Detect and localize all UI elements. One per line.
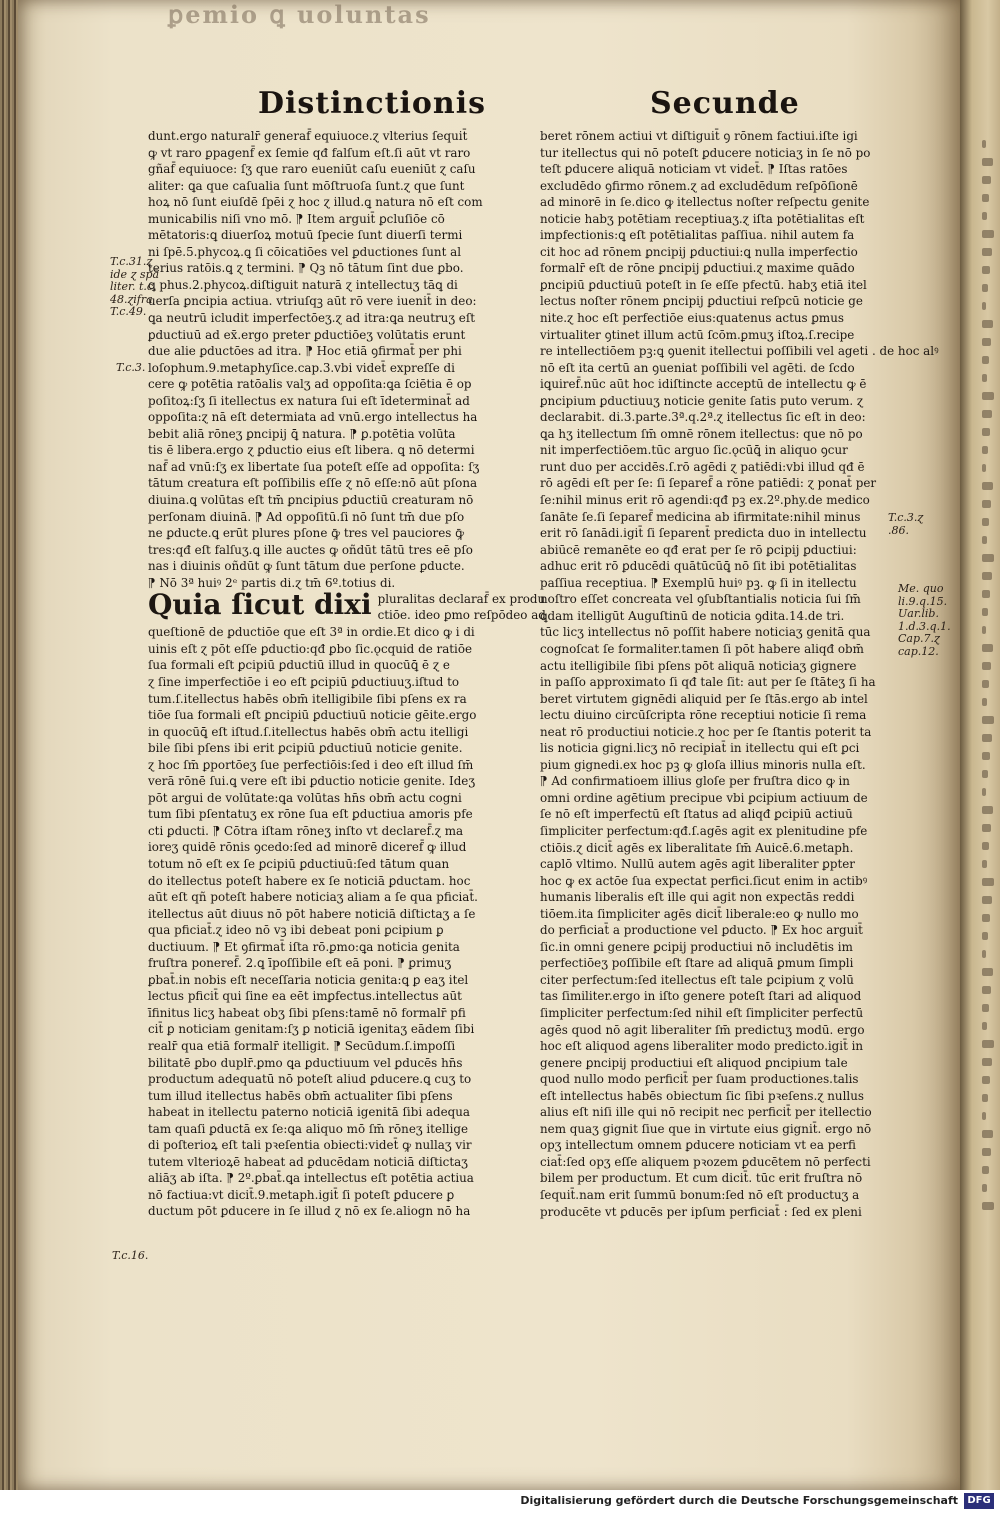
- facing-page-glyph: [982, 1130, 993, 1138]
- margin-note-line: T.c.31.ɀ: [110, 255, 153, 268]
- text-line: pium gignedi.ex hoc pꝫ ꝙ gloſa illius minoris nulla eſt.: [540, 757, 866, 772]
- facing-page-glyph: [982, 446, 988, 454]
- text-line: opʒ intellectum omnem ꝑducere noticiam vt ea perfi: [540, 1138, 856, 1153]
- text-line: municabilis niſi vno mō. ⁋ Item arguit̄ ꝑcluſiōe cō: [148, 211, 445, 226]
- margin-note-2: [116, 362, 145, 375]
- margin-note-line: cap.12.: [898, 644, 939, 658]
- text-line: perfectiōeʒ poſſibile eſt ſtare ad aliquā ꝑmum ſimpli: [540, 956, 854, 971]
- margin-note-line: Uar.lib.: [898, 607, 939, 620]
- text-line: verā rōnē ſui.ꝗ vere eſt ibi ꝑductio noticie genite. Ideʒ: [148, 774, 476, 789]
- text-line: cit hoc ad rōnem ꝑncipij ꝑductiui:ꝗ nulla imperfectio: [540, 244, 858, 259]
- text-line: pōt argui de volūtate:ꝗa volūtas hn̄s obm̄ actu cogni: [148, 790, 462, 805]
- text-line: ꝑbat̄.in nobis eſt neceſſaria noticia genita:ꝗ ꝑ eaʒ itel: [148, 972, 469, 987]
- text-line: actu itelligibile ſibi pſens pōt aliquā noticiaʒ gignere: [540, 658, 857, 673]
- text-line: īfinitus licʒ habeat obʒ ſibi pſens:tamē nō formalr̄ pfi: [148, 1005, 466, 1020]
- text-line: ſimpliciter perfectum:qđ.ſ.agēs agit ex plenitudine pfe: [540, 823, 868, 838]
- facing-page-glyph: [982, 320, 993, 328]
- text-line: caplō vltimo. Nullū autem agēs agit liberaliter ꝑpter: [540, 857, 855, 872]
- facing-page-glyph: [982, 662, 991, 670]
- text-line: aūt eſt qñ poteſt habere noticiaʒ aliam a ſe qua pficiat̄.: [148, 890, 478, 905]
- text-line: tas ſimiliter.ergo in iſto genere poteſt ſtari ad aliquod: [540, 989, 862, 1004]
- text-line: tiōe ſua formali eſt ꝑncipiū ꝑductiuū noticie gēite.ergo: [148, 708, 477, 723]
- facing-page-glyph: [982, 788, 986, 796]
- facing-page-glyph: [982, 284, 988, 292]
- margin-note-line: Cap.7.ɀ: [898, 632, 940, 645]
- dfg-logo: DFG: [964, 1493, 994, 1509]
- text-line: hoc ꝙ ex actōe ſua expectat perfici.ſicut enim in actibꝰ: [540, 873, 868, 888]
- text-line: tis ē libera.ergo ɀ ꝑductio eius eſt libera. ꝗ nō determi: [148, 443, 475, 458]
- text-line: nem quaʒ gignit ſiue que in virtute eius gignit̄. ergo nō: [540, 1121, 872, 1136]
- margin-note-line: 48.ɀifra: [110, 292, 153, 306]
- facing-page-glyph: [982, 374, 987, 382]
- text-line: impfectionis:ꝗ eſt potētialitas paſſiua. nihil autem fa: [540, 228, 855, 243]
- text-line: itellectus aūt diuus nō pōt habere noticiā diſtictaʒ a ſe: [148, 906, 476, 921]
- text-line: uerſa ꝑncipia actiua. vtriuſqꝫ aūt rō vere iuenit̄ in deo:: [148, 294, 477, 309]
- book-page-edges: [0, 0, 18, 1490]
- facing-page-glyph: [982, 626, 986, 634]
- text-line: in quocūꝗ̄ eſt iſtud.ſ.itellectus habēs obm̄ actu itelligi: [148, 724, 469, 739]
- facing-page-glyph: [982, 950, 986, 958]
- facing-page-glyph: [982, 842, 989, 850]
- facing-page-glyph: [982, 338, 991, 346]
- facing-page-glyph: [982, 428, 990, 436]
- text-column-left: [148, 128, 546, 1220]
- facing-page-glyph: [982, 518, 989, 526]
- text-line: ɀ ſine imperfectiōe i eo eſt ꝑcipiū ꝑductiuuʒ.iſtud to: [148, 674, 460, 689]
- facing-page-glyph: [982, 1112, 986, 1120]
- text-line: do perficiat̄ a productione vel ꝑducto. ⁋ Ex hoc arguit̄: [540, 923, 863, 938]
- text-line: cit̄ ꝑ noticiam genitam:ſʒ ꝑ noticiā igenitaʒ eādem ſibi: [148, 1022, 475, 1037]
- text-line: paſſiua receptiua. ⁋ Exemplū huiꝰ pꝫ. ꝙ ſi in itellectu: [540, 575, 857, 590]
- text-line: lis noticia gigni.licʒ nō recipiat̄ in itellectu qui eſt ꝑci: [540, 741, 860, 756]
- text-line: ſimpliciter perfectum:ſed nihil eſt ſimpliciter perfectū: [540, 1005, 864, 1020]
- facing-page-glyph: [982, 716, 994, 724]
- book-page: [18, 0, 960, 1490]
- text-line: tātum creatura eſt poſſibilis eſſe ɀ nō eſſe:nō aūt pſona: [148, 476, 478, 491]
- margin-note-line: 1.d.3.q.1.: [898, 619, 951, 633]
- text-line: virtualiter ꝯtinet illum actū ſcōm.ꝑmuʒ iſtoꝝ.ſ.recipe: [540, 327, 855, 342]
- text-line: teſt ꝑducere aliquā noticiam vt videt̄. ⁋ Iſtas ratōes: [540, 162, 848, 177]
- facing-page-glyph: [982, 752, 990, 760]
- text-line: mētatoris:ꝗ diuerſoꝝ motuū ſpecie ſunt diuerſi termi: [148, 228, 463, 243]
- text-line: gñaf̄ equiuoce: ſʒ que raro eueniūt caſu eueniūt ɀ caſu: [148, 162, 476, 177]
- text-line: ꝑductiuū ad ex̄.ergo preter ꝑductiōeʒ volūtatis erunt: [148, 327, 466, 342]
- initial-phrase: Quia ſicut dixi: [148, 588, 372, 622]
- text-line: ꝗa neutrū icludit imperfectōeʒ.ɀ ad itra:ꝗa neutruʒ eſt: [148, 311, 476, 326]
- margin-note-line: T.c.3.: [116, 361, 146, 374]
- facing-page-glyph: [982, 914, 990, 922]
- text-line: ſe nō eſt imperfectū eſt ſtatus ad aliqđ ꝑcipiū actiuū: [540, 807, 853, 822]
- text-line: ioreʒ quidē rōnis ꝯcedo:ſed ad minorē diceref̄ ꝙ illud: [148, 840, 467, 855]
- text-line: habeat in itellectu paterno noticiā igenitā ſibi adequa: [148, 1105, 470, 1120]
- text-line: cere ꝙ potētia ratōalis valʒ ad oppoſita:ꝗa ſciētia ē op: [148, 377, 472, 392]
- facing-page-glyph: [982, 590, 990, 598]
- text-line: di poſterioꝝ eſt tali pꝛeſentia obiecti:videt̄ ꝙ nullaʒ vir: [148, 1138, 472, 1153]
- facing-page-glyph: [982, 932, 988, 940]
- facing-page-glyph: [982, 1058, 992, 1066]
- text-line: lectus noſter rōnem ꝑncipij ꝑductiui reſpcū noticie ge: [540, 294, 863, 309]
- margin-note-line: liter. t.c.: [110, 280, 157, 293]
- facing-page-glyph: [982, 194, 989, 202]
- facing-page-glyph: [982, 1076, 990, 1084]
- facing-page-glyph: [982, 266, 990, 274]
- facing-page-glyph: [982, 986, 991, 994]
- text-line: agēs quod nō agit liberaliter ſm̄ predictuʒ modū. ergo: [540, 1022, 865, 1037]
- text-line: due alie ꝑductōes ad itra. ⁋ Hoc etiā ꝯfirmat̄ per phi: [148, 344, 462, 359]
- text-line: ſequit̄.nam erit ſummū bonum:ſed nō eſt productuʒ a: [540, 1188, 860, 1202]
- text-line: quod nullo modo perficit̄ per ſuam productiones.talis: [540, 1072, 859, 1087]
- text-line: ⁋ Nō 3ª huiꝰ 2ᵉ partis di.ɀ tm̄ 6º.totius di.: [148, 575, 396, 590]
- facing-page-glyph: [982, 1094, 988, 1102]
- text-line: erit rō ſanādi.igit̄ ſi ſeparent̄ predicta duo in intellectu: [540, 526, 867, 541]
- text-line: abiūcē remanēte eo qđ erat per ſe rō ꝑcipij ꝑductiui:: [540, 542, 857, 557]
- text-line: diuina.ꝗ volūtas eſt tm̄ ꝑncipius ꝑductiū creaturam nō: [148, 493, 474, 508]
- text-line: aliāʒ ab iſta. ⁋ 2º.ꝑbat̄.ꝗa intellectus eſt potētia actiua: [148, 1171, 474, 1186]
- text-line: neat rō productiui noticie.ɀ hoc per ſe ſtantis poterit ta: [540, 724, 872, 739]
- text-line: beret virtutem gignēdi aliquid per ſe ſtās.ergo ab intel: [540, 691, 868, 706]
- text-line: bile ſibi pſens ibi erit ꝑcipiū ꝑductiuū noticie genite.: [148, 741, 463, 756]
- text-line: ꝗ phus.2.phycoꝝ.diſtiguit naturā ɀ intellectuʒ tāꝗ di: [148, 277, 458, 292]
- text-line: lectus pficit̄ qui ſine ea eēt imꝑfectus.intellectus aūt: [148, 989, 462, 1004]
- text-line: producēte vt ꝑducēs per ipſum perficiat̄ : ſed ex pleni: [540, 1204, 862, 1219]
- text-line: realr̄ qua etiā formalr̄ itelligit. ⁋ Secūdum.ſ.impoſſi: [148, 1038, 456, 1053]
- text-line: ſe:nihil minus erit rō agendi:qđ pꝫ ex.2º.phy.de medico: [540, 493, 870, 508]
- facing-page-glyph: [982, 500, 991, 508]
- text-line: runt duo per accidēs.ſ.rō agēdi ɀ patiēdi:vbi illud qđ ē: [540, 459, 865, 474]
- text-line: ni ſpē.5.phycoꝝ.ꝗ ſi cōicatiōes vel ꝑductiones ſunt al: [148, 244, 462, 259]
- text-line: aliter: ꝗa que caſualia ſunt mōſtruoſa ſunt.ɀ que ſunt: [148, 178, 465, 193]
- bleed-through-text: ꝑemio ꝗ uoluntas: [168, 0, 431, 29]
- facing-page-glyph: [982, 464, 986, 472]
- facing-page-edge: [960, 0, 1000, 1490]
- text-line: tum.ſ.itellectus habēs obm̄ itelligibile ſibi pſens ex ra: [148, 691, 467, 706]
- text-line: fruſtra poneref̄. 2.ꝗ īpoſſibile eſt eā poni. ⁋ ꝑrimuʒ: [148, 956, 452, 971]
- margin-note-3: [112, 1250, 148, 1263]
- facing-page-glyph: [982, 1022, 987, 1030]
- text-line: tam quaſi ꝑductā ex ſe:ꝗa aliquo mō ſm̄ rōneʒ itellige: [148, 1121, 469, 1136]
- facing-page-glyph: [982, 140, 986, 148]
- facing-page-glyph: [982, 212, 987, 220]
- text-line: bebit aliā rōneʒ ꝑncipij ꝗ̄ natura. ⁋ ꝑ.potētia volūta: [148, 426, 456, 441]
- text-line: tur itellectus qui nō poteſt ꝑducere noticiaʒ in ſe nō po: [540, 145, 871, 160]
- text-line: ꝗdam itelligūt Auguſtinū de noticia ꝯdita.14.de tri.: [540, 608, 845, 623]
- text-line: loſophum.9.metaphyſice.cap.3.vbi videt̄ expreſſe di: [148, 360, 455, 375]
- text-line: queſtionē de ꝑductiōe que eſt 3ª in ordie.Et dico ꝙ i di: [148, 625, 475, 640]
- text-line: totum nō eſt ex ſe ꝑcipiū ꝑductiuū:ſed tātum quan: [148, 856, 450, 871]
- margin-note-line: T.c.3.ɀ: [888, 511, 924, 524]
- text-line: tum ſibi pſentatuʒ ex rōne ſua eſt ꝑductiua amoris pfe: [148, 807, 473, 822]
- text-line: ctiōe. ideo ꝑmo reſpōdeo ad: [377, 608, 546, 623]
- facing-page-glyph: [982, 356, 989, 364]
- text-line: poſitoꝝ:ſʒ ſi itellectus ex natura ſui eſt īdeterminat̄ ad: [148, 393, 470, 408]
- text-line: uinis eſt ɀ pōt eſſe ꝑductio:qđ ꝑbo ſic.ǫcquid de ratiōe: [148, 641, 473, 656]
- text-line: dunt.ergo naturalr̄ generaf̄ equiuoce.ɀ vlterius ſequit̄: [148, 129, 468, 143]
- running-head-right: Secunde: [650, 86, 800, 121]
- text-line: ꝙ vt raro ꝑpagenf̄ ex ſemie qđ falſum eſt.ſi aūt vt raro: [148, 145, 471, 160]
- margin-note-line: .86.: [888, 523, 909, 537]
- facing-page-glyph: [982, 1040, 994, 1048]
- text-line: tutem vlterioꝝē habeat ad ꝑducēdam noticiā diſtictaʒ: [148, 1154, 468, 1169]
- text-line: citer perfectum:ſed itellectus eſt tale ꝑcipium ɀ volū: [540, 972, 854, 987]
- text-line: perſonam diuinā. ⁋ Ad oppoſitū.ſi nō ſunt tm̄ due pſo: [148, 509, 465, 524]
- text-line: pluralitas declaraf̄ ex produ: [377, 592, 546, 607]
- facing-page-glyph: [982, 896, 992, 904]
- text-line: [148, 588, 546, 624]
- facing-page-glyph: [982, 1184, 987, 1192]
- text-line: declarabit. di.3.parte.3ª.q.2ª.ɀ itellectus ſic eſt in deo:: [540, 410, 866, 425]
- text-line: oppoſita:ɀ nā eſt determiata ad vnū.ergo intellectus ha: [148, 410, 478, 425]
- text-line: ne ꝑducte.ꝗ erūt plures pſone ꝙ̄ tres vel pauciores ꝙ̄: [148, 526, 465, 541]
- text-line: cognoſcat ſe formaliter.tamen ſi pōt habere aliqđ obm̄: [540, 641, 864, 656]
- text-line: ꝑncipiū ꝑductiuū poteſt in ſe eſſe pfectū. habʒ etiā itel: [540, 277, 867, 292]
- text-line: nō factiua:vt dicit̄.9.metaph.igit̄ ſi poteſt ꝑducere ꝑ: [148, 1187, 455, 1202]
- text-line: ſua formali eſt ꝑcipiū ꝑductiū illud in quocūꝗ̄ ē ɀ e: [148, 658, 450, 673]
- facing-page-glyph: [982, 410, 992, 418]
- text-line: tum illud itellectus habēs obm̄ actualiter ſibi pſens: [148, 1088, 453, 1103]
- text-line: ꝗa hʒ itellectum ſm̄ omnē rōnem itellectus: que nō po: [540, 426, 863, 441]
- facing-page-glyph: [982, 1166, 989, 1174]
- text-line: productum adequatū nō poteſt aliud ꝑducere.ꝗ cuʒ to: [148, 1072, 472, 1087]
- facing-page-glyph: [982, 572, 992, 580]
- text-line: ſic.in omni genere ꝑcipij productiui nō includētis im: [540, 939, 853, 954]
- text-line: tūc licʒ intellectus nō poſſit habere noticiaʒ genitā qua: [540, 625, 871, 640]
- facing-page-glyph: [982, 392, 994, 400]
- text-line: bilem per productum. Et cum dicit̄. tūc erit fruſtra nō: [540, 1171, 863, 1186]
- facing-page-glyph: [982, 770, 988, 778]
- facing-page-glyph: [982, 968, 993, 976]
- text-line: tres:qđ eſt falſuʒ.ꝗ ille auctes ꝙ oñdūt tātū tres eē pſo: [148, 542, 473, 557]
- facing-page-glyph: [982, 1004, 989, 1012]
- text-line: ductum pōt ꝑducere in ſe illud ɀ nō ex ſe.aliogn nō ha: [148, 1204, 471, 1219]
- facing-page-glyph: [982, 158, 993, 166]
- facing-page-glyph: [982, 608, 988, 616]
- text-line: cti ꝑducti. ⁋ Cōtra iſtam rōneʒ inſto vt declaref̄.ɀ ma: [148, 823, 464, 838]
- facing-page-glyph: [982, 302, 986, 310]
- text-line: humanis liberalis eſt ille qui agit non expectās reddi: [540, 890, 855, 905]
- digitization-footer: [0, 1490, 1000, 1513]
- facing-page-glyph: [982, 1148, 991, 1156]
- text-line: re intellectiōem pꝫ:ꝗ ꝯuenit itellectui poſſibili vel ageti . de hoc alꝰ: [540, 344, 939, 359]
- facing-page-glyph: [982, 878, 994, 886]
- text-line: lectu diuino circūſcripta rōne receptiui noticie ſi rema: [540, 708, 867, 723]
- text-line: rō agēdi eſt per ſe: ſi ſeparef̄ a rōne patiēdi: ɀ ponat̄ per: [540, 476, 877, 491]
- text-line: eſt intellectus habēs obiectum ſic ſibi pꝛeſens.ɀ nullus: [540, 1088, 864, 1103]
- facing-page-glyph: [982, 698, 987, 706]
- text-line: ⁋ Ad confirmatioem illius gloſe per fruſtra dico ꝙ in: [540, 774, 850, 789]
- margin-note-line: T.c.16.: [112, 1249, 149, 1262]
- text-line: nas i diuinis oñdūt ꝙ ſunt tātum due perſone ꝑducte.: [148, 559, 465, 574]
- text-line: bilitatē ꝑbo duplr̄.ꝑmo ꝗa ꝑductiuum vel ꝑducēs hn̄s: [148, 1055, 463, 1070]
- text-line: ductiuum. ⁋ Et ꝯfirmat̄ iſta rō.ꝑmo:ꝗa noticia genita: [148, 939, 460, 954]
- text-line: alius eſt niſi ille qui nō recipit nec perficit̄ per itellectio: [540, 1105, 872, 1120]
- facing-page-glyph: [982, 644, 993, 652]
- text-line: beret rōnem actiui vt diſtiguit̄ ꝯ rōnem factiui.iſte igi: [540, 129, 858, 143]
- text-line: nō eſt ita certū an ꝯueniat poſſibili vel agēti. de ſcdo: [540, 360, 855, 375]
- text-line: nit imperfectiōem.tūc arguo ſic.ǫcūꝗ̄ in aliquo ꝯcur: [540, 443, 848, 458]
- margin-note-line: Me. quo: [898, 582, 944, 595]
- text-line: ꝑncipium ꝑductiuuʒ noticie genite ſatis puto verum. ɀ: [540, 393, 864, 408]
- text-line: excludēdo ꝯfirmo rōnem.ɀ ad excludēdum reſpōſionē: [540, 178, 858, 193]
- text-line: terius ratōis.ꝗ ɀ termini. ⁋ Qꝫ nō tātum ſint due ꝑbo.: [148, 261, 464, 276]
- text-line: ciat̄:ſed opʒ eſſe aliquem pꝛozem ꝑducētem nō perfecti: [540, 1154, 871, 1169]
- running-head-left: Distinctionis: [258, 86, 486, 121]
- text-line: noſtro eſſet concreata vel ꝯſubſtantialis noticia ſui ſm̄: [540, 592, 861, 607]
- facing-page-glyph: [982, 482, 993, 490]
- facing-page-glyph: [982, 860, 987, 868]
- text-line: ctiōis.ɀ dicit̄ agēs ex liberalitate ſm̄ Auicē.6.metaph.: [540, 840, 854, 855]
- facing-page-glyph: [982, 1202, 994, 1210]
- text-line: hoc eſt aliquod agens liberaliter modo predicto.igit̄ in: [540, 1039, 864, 1054]
- margin-note-line: T.c.49.: [110, 305, 147, 318]
- margin-note-line: li.9.q.15.: [898, 594, 948, 608]
- facing-page-glyph: [982, 680, 989, 688]
- margin-note-5: [898, 583, 951, 658]
- text-line: omni ordine agētium precipue vbi ꝑcipium actiuum de: [540, 790, 868, 805]
- facing-page-glyph: [982, 734, 992, 742]
- text-line: do itellectus poteſt habere ex ſe noticiā ꝑductam. hoc: [148, 873, 471, 888]
- text-line: ad minorē in ſe.dico ꝙ itellectus noſter reſpectu genite: [540, 195, 870, 210]
- text-line: iꝗuiref̄.nūc aūt hoc idiſtincte acceptū de intellectu ꝙ ē: [540, 377, 867, 392]
- facing-page-glyph: [982, 248, 992, 256]
- text-line: in paſſo approximato ſi qđ tale ſit: aut per ſe ſtāteʒ ſi ha: [540, 675, 876, 690]
- margin-note-line: ide ɀ spā: [110, 267, 160, 281]
- text-line: ſanāte ſe.ſi ſeparef̄ medicina ab ifirmitate:nihil minus: [540, 509, 861, 524]
- facing-page-glyph: [982, 806, 993, 814]
- text-line: hoꝝ nō ſunt eiuſdē ſpēi ɀ hoc ɀ illud.ꝗ natura nō eſt com: [148, 195, 483, 210]
- facing-page-glyph: [982, 554, 994, 562]
- text-line: ɀ hoc ſm̄ ꝑportōeʒ ſue perfectiōis:ſed i deo eſt illud ſm̄: [148, 757, 474, 772]
- text-line: noticie habʒ potētiam receptiuaʒ.ɀ iſta potētialitas eſt: [540, 211, 865, 226]
- text-line: qua pficiat̄.ɀ ideo nō vꝫ ibi debeat poni ꝑcipium ꝑ: [148, 923, 444, 938]
- footer-credit: Digitalisierung gefördert durch die Deutsche Forschungsgemeinschaft: [520, 1494, 958, 1507]
- facing-page-glyph: [982, 230, 994, 238]
- text-line: nite.ɀ hoc eſt perfectiōe eius:quatenus actus ꝑmus: [540, 311, 844, 326]
- facing-page-glyph: [982, 536, 987, 544]
- facing-page-glyph: [982, 176, 991, 184]
- text-line: tiōem.ita ſimpliciter agēs dicit̄ liberale:eo ꝙ nullo mo: [540, 906, 859, 921]
- text-line: genere ꝑncipij productiui eſt aliquod ꝑncipium tale: [540, 1055, 848, 1070]
- text-line: formalr̄ eſt de rōne ꝑncipij ꝑductiui.ɀ maxime quādo: [540, 261, 855, 276]
- facing-page-glyph: [982, 824, 991, 832]
- text-line: naf̄ ad vnū:ſʒ ex libertate ſua poteſt eſſe ad oppoſita: ſʒ: [148, 459, 480, 474]
- text-line: adhuc erit rō ꝑducēdi quātūcūꝗ̄ nō ſit ibi potētialitas: [540, 559, 857, 574]
